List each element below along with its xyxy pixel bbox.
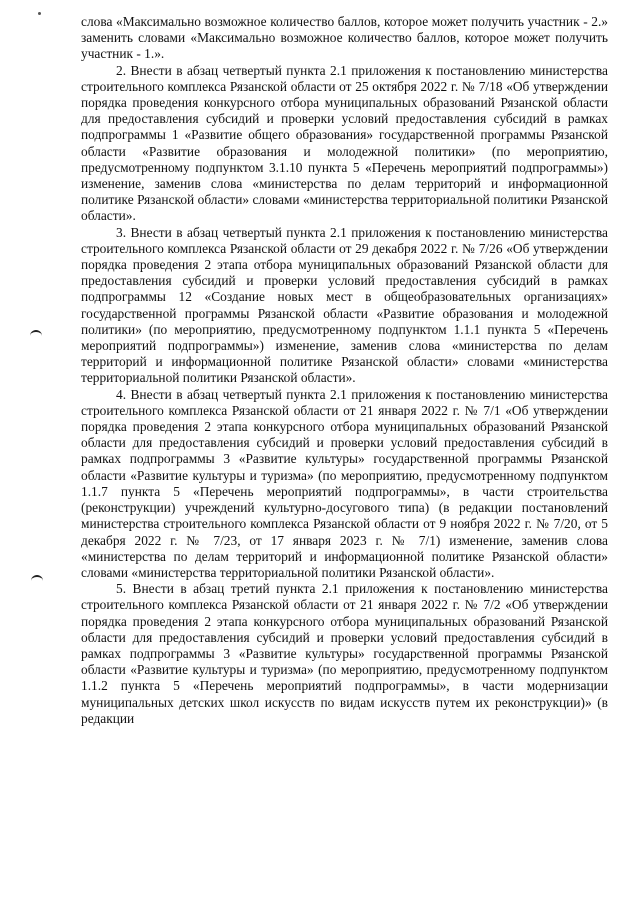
paragraph-item-3: 3. Внести в абзац четвертый пункта 2.1 приложения к постановлению министерства строительного комплекса Рязанской области от 29 декабря 2022 г. № 7/26 «Об утверждении порядка проведения 2 этапа отбора муниципальных образований Рязанской области для предоставления субсидий и проверки условий предоставления субсидий в рамках подпрограммы 12 «Создание новых мест в общеобразовательных организациях» государственной программы Рязанской области «Развитие образования и молодежной политики» (по мероприятию, предусмотренному подпунктом 1.1.1 пункта 5 «Перечень мероприятий подпрограммы») изменение, заменив слова «министерства по делам территорий и информационной политике Рязанской области» словами «министерства территориальной политики Рязанской области».: [81, 224, 608, 386]
paragraph-continuation: слова «Максимально возможное количество баллов, которое может получить участник - 2.» заменить словами «Максимально возможное количество баллов, которое может получить участник - 1.».: [81, 14, 608, 62]
scan-dot: [38, 12, 41, 15]
paragraph-item-2: 2. Внести в абзац четвертый пункта 2.1 приложения к постановлению министерства строительного комплекса Рязанской области от 25 октября 2022 г. № 7/18 «Об утверждении порядка проведения конкурсного отбора муниципальных образований Рязанской области для предоставления субсидий и проверки условий предоставления субсидий в рамках подпрограммы 1 «Развитие общего образования» государственной программы Рязанской области «Развитие образования и молодежной политики» (по мероприятию, предусмотренному подпунктом 3.1.10 пункта 5 «Перечень мероприятий подпрограммы») изменение, заменив слова «министерства по делам территорий и информационной политике Рязанской области» словами «министерства территориальной политики Рязанской области».: [81, 62, 608, 224]
paragraph-item-4: 4. Внести в абзац четвертый пункта 2.1 приложения к постановлению министерства строительного комплекса Рязанской области от 21 января 2022 г. № 7/1 «Об утверждении порядка проведения 2 этапа конкурсного отбора муниципальных образований Рязанской области для предоставления субсидий и проверки условий предоставления субсидий в рамках подпрограммы 3 «Развитие культуры» государственной программы Рязанской области «Развитие культуры и туризма» (по мероприятию, предусмотренному подпунктом 1.1.7 пункта 5 «Перечень мероприятий подпрограммы», в части строительства (реконструкции) учреждений культурно-досугового типа) (в редакции постановлений министерства строительного комплекса Рязанской области от 9 ноября 2022 г. № 7/20, от 5 декабря 2022 г. № 7/23, от 17 января 2023 г. № 7/1) изменение, заменив слова «министерства по делам территорий и информационной политике Рязанской области» словами «министерства территориальной политики Рязанской области».: [81, 386, 608, 580]
margin-mark: [30, 330, 42, 338]
document-body: [81, 14, 608, 727]
paragraph-item-5: 5. Внести в абзац третий пункта 2.1 приложения к постановлению министерства строительного комплекса Рязанской области от 21 января 2022 г. № 7/2 «Об утверждении порядка проведения 2 этапа конкурсного отбора муниципальных образований Рязанской области для предоставления субсидий и проверки условий предоставления субсидий в рамках подпрограммы 3 «Развитие культуры» государственной программы Рязанской области «Развитие культуры и туризма» (по мероприятию, предусмотренному подпунктом 1.1.2 пункта 5 «Перечень мероприятий подпрограммы», в части модернизации муниципальных детских школ искусств по видам искусств путем их реконструкции)» (в редакции: [81, 581, 608, 726]
margin-mark: [31, 575, 43, 583]
